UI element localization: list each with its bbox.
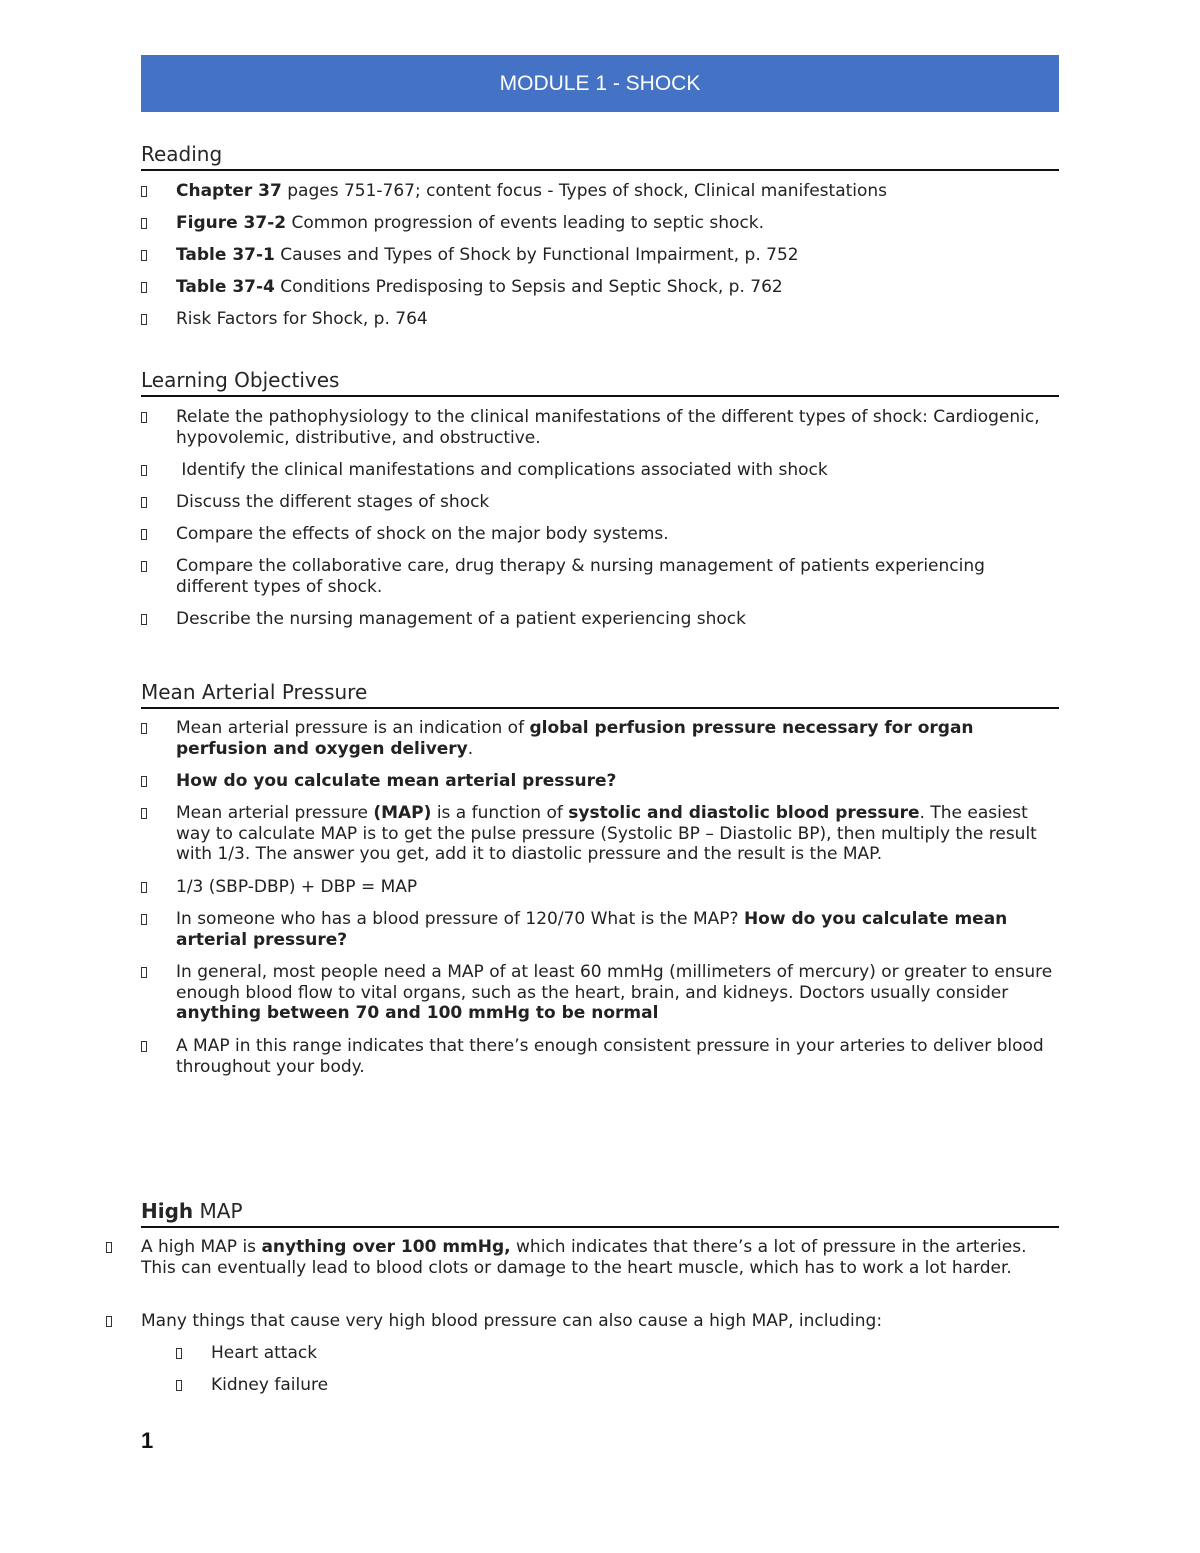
list-item: Table 37-4 Conditions Predisposing to Sepsis and Septic Shock, p. 762: [141, 277, 1059, 309]
list-item: Discuss the different stages of shock: [141, 492, 1059, 524]
bullet-icon: [141, 218, 147, 229]
list-item: Relate the pathophysiology to the clinical manifestations of the different types of shock: Cardiogenic, hypovolemic, distributive, and obstructive.: [141, 407, 1059, 460]
list-item: Many things that cause very high blood pressure can also cause a high MAP, including:: [106, 1311, 1059, 1343]
page-number: 1: [141, 1428, 154, 1453]
module-title-banner: MODULE 1 - SHOCK: [141, 55, 1059, 112]
bullet-icon: [141, 529, 147, 540]
bullet-icon: [141, 776, 147, 787]
bullet-icon: [141, 723, 147, 734]
bullet-icon: [141, 282, 147, 293]
list-item: Mean arterial pressure (MAP) is a function of systolic and diastolic blood pressure. The easiest way to calculate MAP is to get the pulse pressure (Systolic BP – Diastolic BP), then multiply the result with 1/3. The answer you get, add it to diastolic pressure and the result is the MAP.: [141, 803, 1059, 877]
list-item: Compare the collaborative care, drug therapy & nursing management of patients experiencing different types of shock.: [141, 556, 1059, 609]
bullet-icon: [141, 561, 147, 572]
bullet-icon: [106, 1316, 112, 1327]
bullet-icon: [106, 1242, 112, 1253]
list-item: A high MAP is anything over 100 mmHg, which indicates that there’s a lot of pressure in the arteries. This can eventually lead to blood clots or damage to the heart muscle, which has to work a lot harder.: [106, 1237, 1059, 1311]
sub-list-item: Kidney failure: [106, 1375, 1059, 1407]
map-heading: Mean Arterial Pressure: [141, 679, 1059, 709]
reading-heading: Reading: [141, 141, 1059, 171]
list-item: A MAP in this range indicates that there’s enough consistent pressure in your arteries to deliver blood throughout your body.: [141, 1036, 1059, 1089]
list-item: Compare the effects of shock on the major body systems.: [141, 524, 1059, 556]
high-map-heading: High MAP: [141, 1198, 1059, 1228]
list-item: Identify the clinical manifestations and complications associated with shock: [141, 460, 1059, 492]
list-item: How do you calculate mean arterial pressure?: [141, 771, 1059, 803]
bullet-icon: [141, 614, 147, 625]
bullet-icon: [141, 497, 147, 508]
bullet-icon: [141, 882, 147, 893]
bullet-icon: [141, 967, 147, 978]
list-item: Mean arterial pressure is an indication of global perfusion pressure necessary for organ perfusion and oxygen delivery.: [141, 718, 1059, 771]
list-item: In general, most people need a MAP of at least 60 mmHg (millimeters of mercury) or greater to ensure enough blood flow to vital organs, such as the heart, brain, and kidneys. Doctors usually consider anything between 70 and 100 mmHg to be normal: [141, 962, 1059, 1036]
list-item: Describe the nursing management of a patient experiencing shock: [141, 609, 1059, 641]
bullet-icon: [141, 250, 147, 261]
objectives-list: [141, 407, 1059, 641]
list-item: Risk Factors for Shock, p. 764: [141, 309, 1059, 341]
high-map-list: [106, 1237, 1059, 1407]
list-item: Figure 37-2 Common progression of events leading to septic shock.: [141, 213, 1059, 245]
list-item: In someone who has a blood pressure of 120/70 What is the MAP? How do you calculate mean arterial pressure?: [141, 909, 1059, 962]
objectives-heading: Learning Objectives: [141, 367, 1059, 397]
bullet-icon: [141, 914, 147, 925]
bullet-icon: [141, 314, 147, 325]
map-list: [141, 718, 1059, 1089]
bullet-icon: [176, 1380, 182, 1391]
bullet-icon: [141, 808, 147, 819]
bullet-icon: [141, 465, 147, 476]
bullet-icon: [141, 412, 147, 423]
reading-list: [141, 181, 1059, 341]
bullet-icon: [176, 1348, 182, 1359]
list-item: Table 37-1 Causes and Types of Shock by Functional Impairment, p. 752: [141, 245, 1059, 277]
list-item: Chapter 37 pages 751-767; content focus - Types of shock, Clinical manifestations: [141, 181, 1059, 213]
bullet-icon: [141, 186, 147, 197]
list-item: 1/3 (SBP-DBP) + DBP = MAP: [141, 877, 1059, 909]
sub-list-item: Heart attack: [106, 1343, 1059, 1375]
bullet-icon: [141, 1041, 147, 1052]
